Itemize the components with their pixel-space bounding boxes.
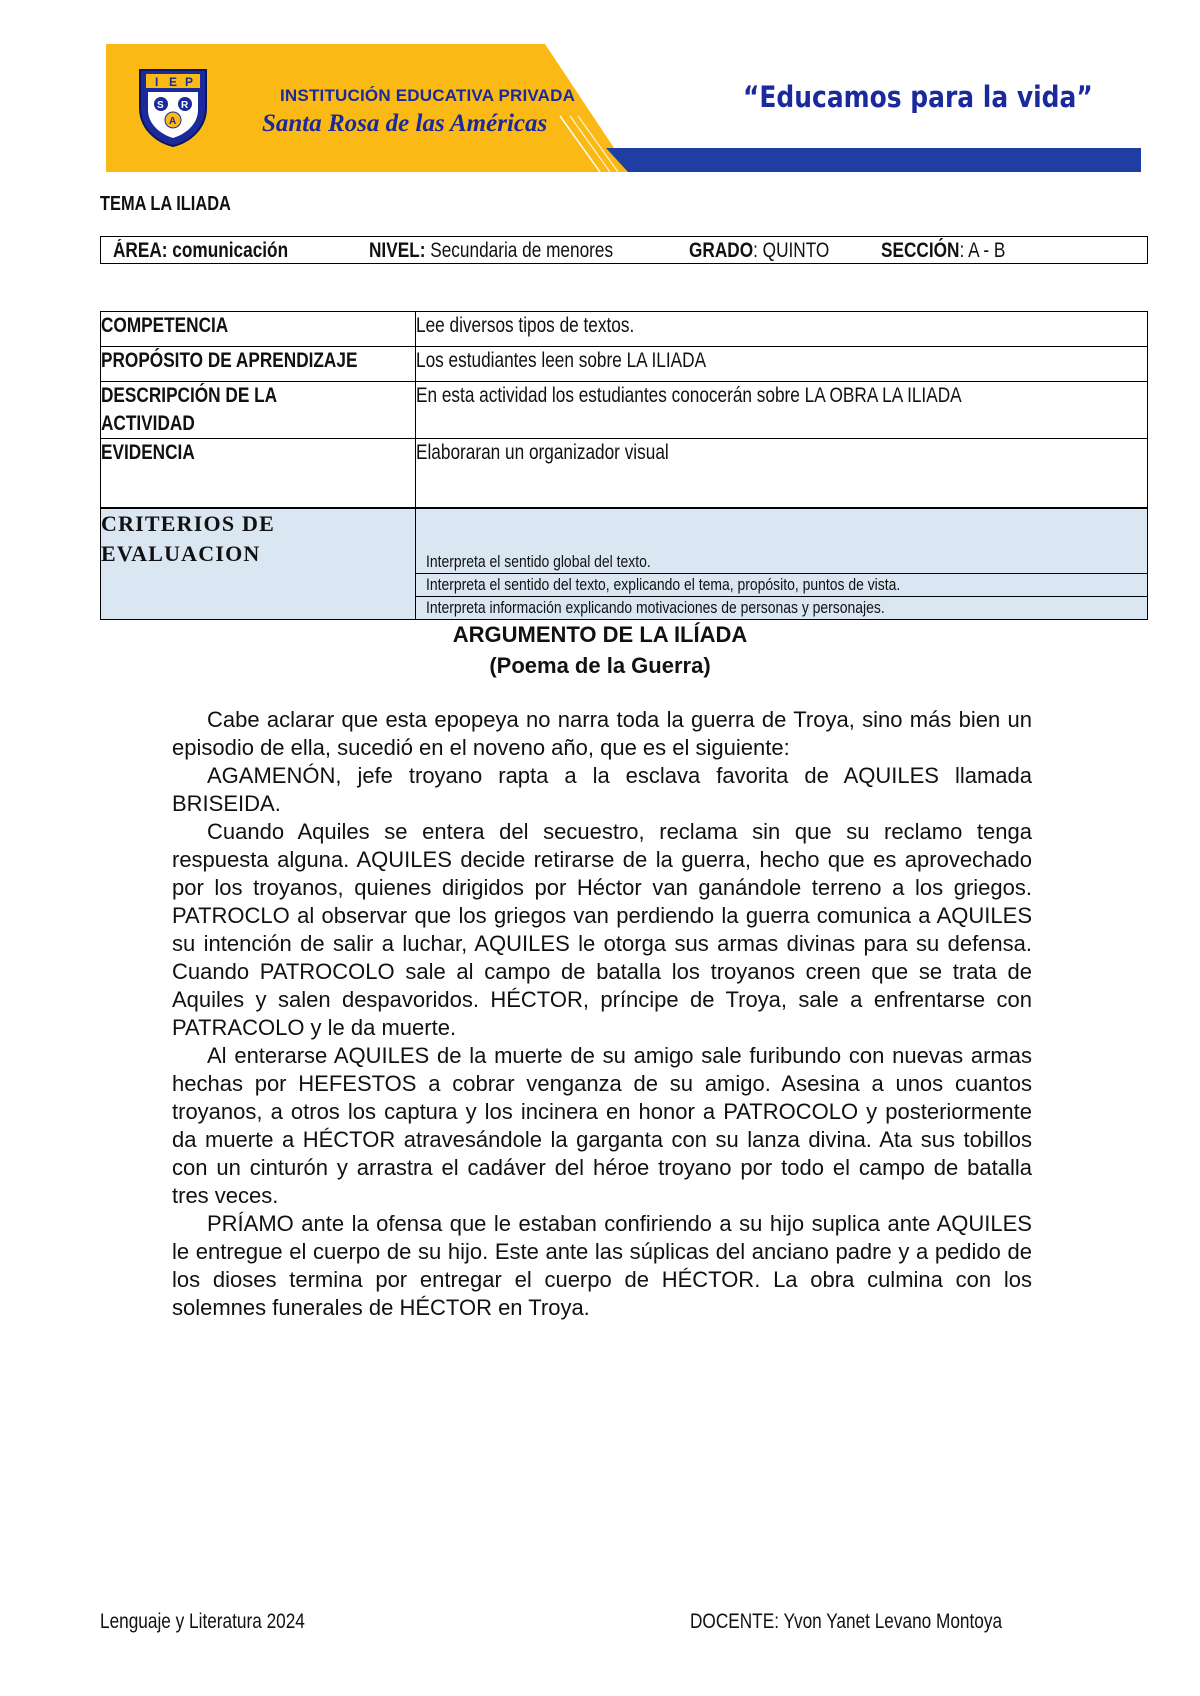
paragraph: AGAMENÓN, jefe troyano rapta a la esclava favorita de AQUILES llamada BRISEIDA. [172, 763, 1032, 816]
svg-text:A: A [169, 116, 177, 127]
paragraph: PRÍAMO ante la ofensa que le estaban confiriendo a su hijo suplica ante AQUILES le entregue el cuerpo de su hijo. Este ante las súplicas del anciano padre y a pedido de los dioses termina por entregar el cuerpo de HÉCTOR. La obra culmina con los solemnes funerales de HÉCTOR en Troya. [172, 1211, 1032, 1320]
nivel-field [369, 239, 613, 263]
school-motto: “Educamos para la vida” [743, 80, 1093, 114]
seccion-field [881, 239, 1005, 263]
table-row [101, 439, 1148, 508]
row-label: EVIDENCIA [101, 439, 416, 508]
row-value: Los estudiantes leen sobre LA ILIADA [415, 347, 1147, 382]
institution-type: INSTITUCIÓN EDUCATIVA PRIVADA [280, 86, 576, 105]
nivel-label: NIVEL: [369, 239, 426, 262]
article-title: ARGUMENTO DE LA ILÍADA [452, 622, 748, 647]
grado-field [689, 239, 829, 263]
competency-table [100, 311, 1148, 620]
article-subtitle: (Poema de la Guerra) [489, 653, 711, 678]
grado-value: : QUINTO [753, 239, 830, 262]
table-row [101, 347, 1148, 382]
svg-text:S: S [157, 100, 164, 111]
svg-text:I: I [155, 75, 159, 89]
criteria-item: Interpreta el sentido global del texto. [416, 551, 1147, 574]
table-row [101, 312, 1148, 347]
svg-text:R: R [181, 100, 189, 111]
criteria-item: Interpreta información explicando motivaciones de personas y personajes. [425, 598, 885, 617]
row-label: PROPÓSITO DE APRENDIZAJE [101, 347, 416, 382]
paragraph: Al enterarse AQUILES de la muerte de su amigo sale furibundo con nuevas armas hechas por HEFESTOS a cobrar venganza de su amigo. Asesina a unos cuantos troyanos, a otros los captura y los incinera en honor a PATROCOLO y posteriormente da muerte a HÉCTOR atravesándole la garganta con su lanza divina. Ata sus tobillos con un cinturón y arrastra el cadáver del héroe troyano por todo el campo de batalla tres veces. [172, 1043, 1032, 1208]
criteria-item: Interpreta el sentido del texto, explicando el tema, propósito, puntos de vista. [416, 574, 1147, 597]
blue-bar [606, 148, 1141, 172]
svg-text:E: E [169, 75, 178, 89]
area-field [113, 239, 288, 263]
criteria-row [101, 508, 1148, 620]
table-row [101, 382, 1148, 439]
row-label: COMPETENCIA [101, 312, 416, 347]
svg-text:P: P [185, 75, 194, 89]
institution-name: Santa Rosa de las Américas [262, 110, 548, 137]
area-label: ÁREA: comunicación [113, 239, 289, 262]
row-label: DESCRIPCIÓN DE LA ACTIVIDAD [101, 382, 416, 439]
criteria-label: CRITERIOS DE EVALUACION [101, 508, 416, 620]
paragraph: Cuando Aquiles se entera del secuestro, reclama sin que su reclamo tenga respuesta alguna. AQUILES decide retirarse de la guerra, hecho que es aprovechado por los troyanos, quienes dirigidos por Héctor van ganándole terreno a los griegos. PATROCLO al observar que los griegos van perdiendo la guerra comunica a AQUILES su intención de salir a luchar, AQUILES le otorga sus armas divinas para su defensa. Cuando PATROCOLO sale al campo de batalla los troyanos creen que se trata de Aquiles y salen despavoridos. HÉCTOR, príncipe de Troya, sale a enfrentarse con PATRACOLO y le da muerte. [172, 819, 1032, 1040]
footer-teacher: DOCENTE: Yvon Yanet Levano Montoya [690, 1610, 1003, 1633]
row-value: En esta actividad los estudiantes conocerán sobre LA OBRA LA ILIADA [415, 382, 1147, 439]
course-info-box [100, 236, 1148, 264]
nivel-value: Secundaria de menores [425, 239, 614, 262]
criteria-list [415, 508, 1147, 620]
seccion-label: SECCIÓN [881, 239, 960, 262]
footer-course: Lenguaje y Literatura 2024 [100, 1610, 305, 1633]
seccion-value: : A - B [959, 239, 1006, 262]
paragraph: Cabe aclarar que esta epopeya no narra toda la guerra de Troya, sino más bien un episodio de ella, sucedió en el noveno año, que es el siguiente: [172, 707, 1032, 760]
topic-title: TEMA LA ILIADA [100, 193, 231, 215]
article-body [172, 706, 1032, 1322]
row-value: Lee diversos tipos de textos. [415, 312, 1147, 347]
school-crest-logo [136, 66, 210, 148]
grado-label: GRADO [689, 239, 754, 262]
row-value: Elaboraran un organizador visual [415, 439, 1147, 508]
